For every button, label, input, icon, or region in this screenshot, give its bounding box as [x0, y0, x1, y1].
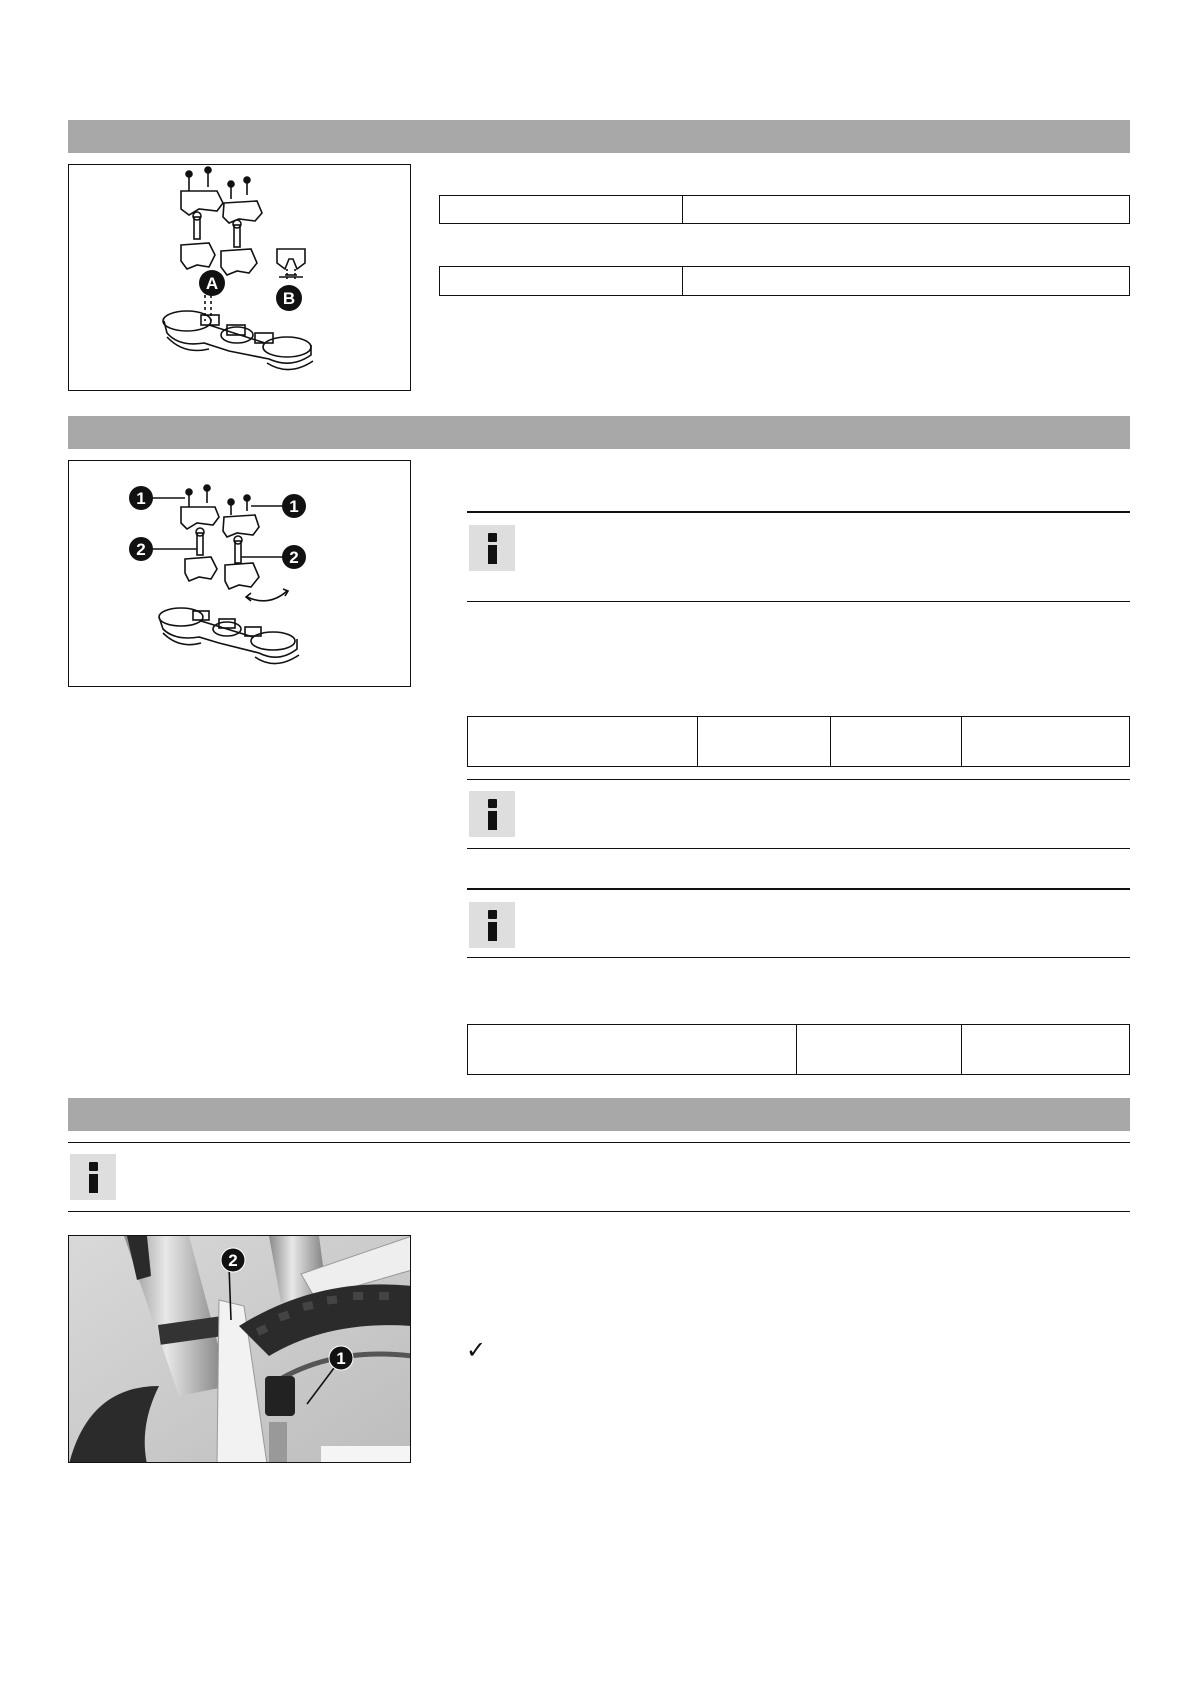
svg-text:2: 2 — [289, 548, 299, 567]
callout-1-photo — [329, 1346, 353, 1370]
figure-front-wheel-photo — [68, 1235, 411, 1463]
spec-table-1 — [439, 195, 1130, 224]
info-icon — [469, 902, 515, 948]
torque-table-1 — [467, 716, 1130, 767]
svg-text:2: 2 — [136, 540, 146, 559]
info-note-1 — [467, 511, 1130, 602]
torque-table-1-cell-1 — [468, 717, 698, 766]
handlebar-support-mounting-drawing — [69, 461, 411, 687]
torque-table-1-cell-4 — [962, 717, 1129, 766]
info-note-3 — [467, 888, 1130, 958]
spec-table-1-cell-label — [440, 196, 683, 223]
callout-1-left — [129, 486, 153, 510]
info-icon — [70, 1154, 116, 1200]
handlebar-support-drawing — [69, 165, 411, 391]
svg-text:1: 1 — [336, 1349, 346, 1368]
torque-table-1-cell-3 — [831, 717, 962, 766]
spec-table-2-cell-value — [683, 267, 1129, 295]
spec-table-2 — [439, 266, 1130, 296]
info-icon — [469, 791, 515, 837]
torque-table-1-cell-2 — [698, 717, 831, 766]
svg-text:1: 1 — [136, 489, 146, 508]
svg-text:1: 1 — [289, 497, 299, 516]
figure-handlebar-support-positions — [68, 164, 411, 391]
section-header-bar-3 — [68, 1098, 1130, 1131]
callout-B — [276, 285, 302, 311]
torque-table-2-cell-3 — [962, 1025, 1129, 1074]
svg-text:B: B — [282, 289, 296, 308]
info-note-2 — [467, 779, 1130, 849]
svg-text:2: 2 — [228, 1251, 238, 1270]
info-note-4 — [68, 1142, 1130, 1212]
torque-table-2 — [467, 1024, 1130, 1075]
torque-table-2-cell-2 — [797, 1025, 962, 1074]
callout-A — [199, 270, 225, 296]
info-icon — [469, 525, 515, 571]
section-header-bar-1 — [68, 120, 1130, 153]
svg-text:A: A — [205, 274, 219, 293]
callout-2-left — [129, 537, 153, 561]
torque-table-2-cell-1 — [468, 1025, 797, 1074]
front-wheel-photo-drawing — [69, 1236, 411, 1463]
callout-2-right — [282, 545, 306, 569]
callout-1-right — [282, 494, 306, 518]
check-icon: ✓ — [466, 1336, 487, 1364]
spec-table-2-cell-label — [440, 267, 683, 295]
spec-table-1-cell-value — [683, 196, 1129, 223]
figure-handlebar-support-mounting — [68, 460, 411, 687]
callout-2-photo — [221, 1248, 245, 1272]
section-header-bar-2 — [68, 416, 1130, 449]
